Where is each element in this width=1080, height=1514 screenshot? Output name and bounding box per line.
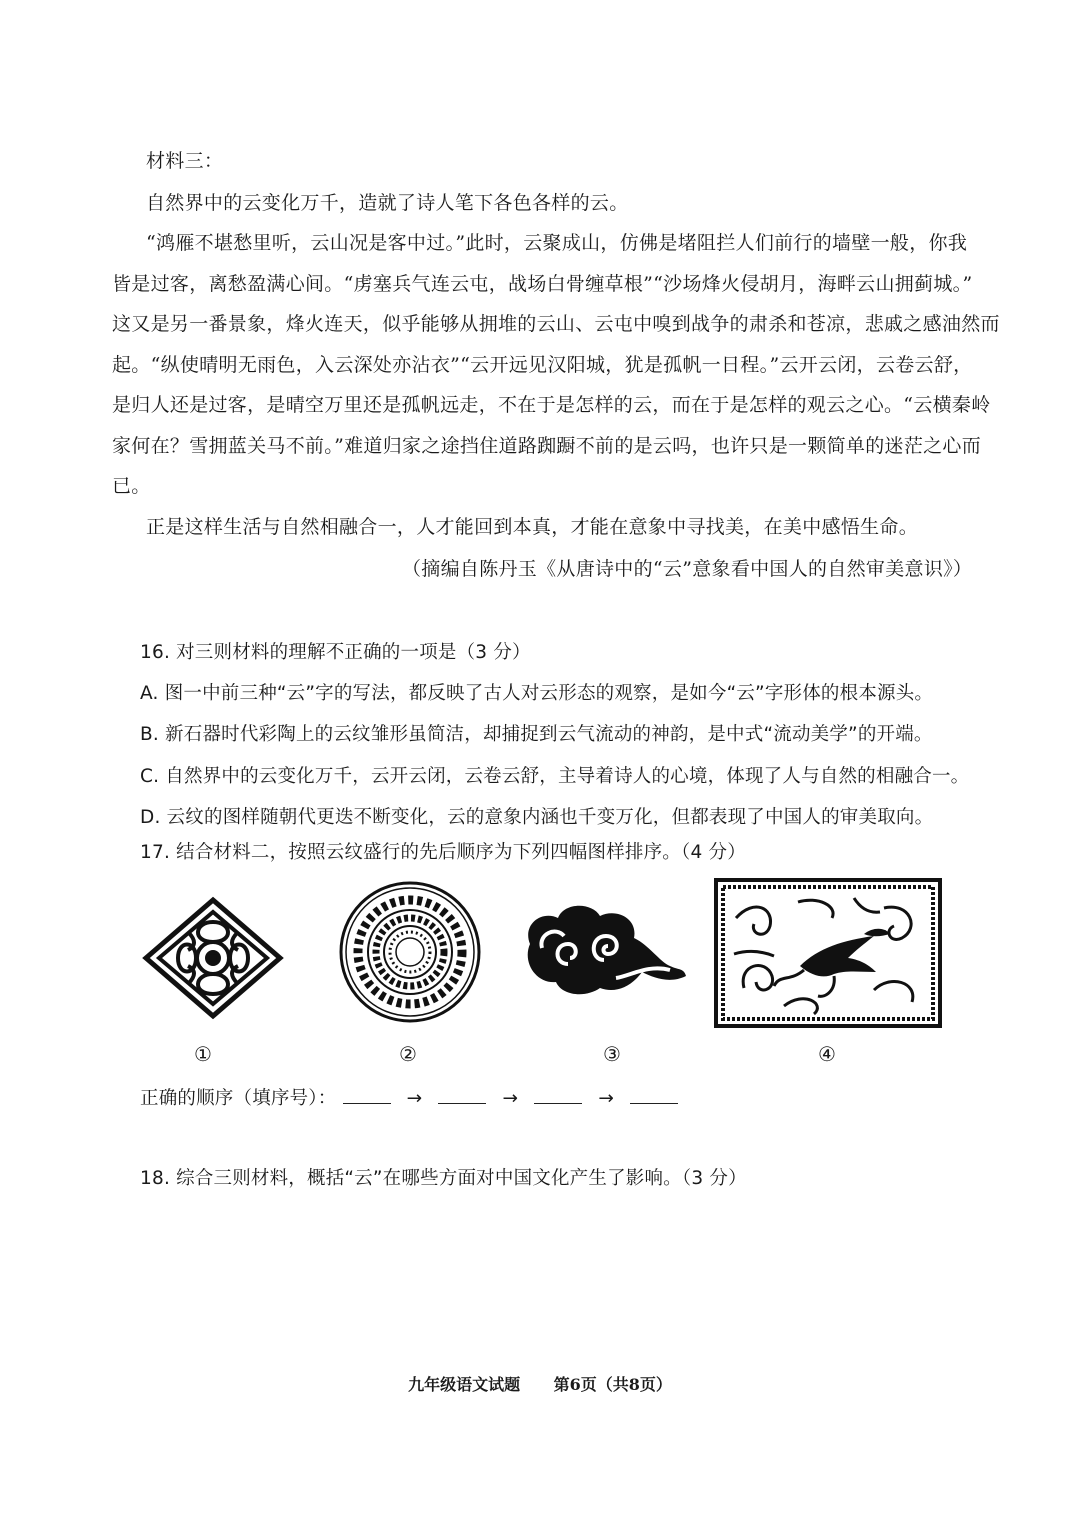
pattern-label-4: ④	[818, 1042, 836, 1066]
answer-blank-1[interactable]	[343, 1085, 391, 1104]
q17-answer-row	[140, 1085, 980, 1112]
answer-blank-3[interactable]	[534, 1085, 582, 1104]
material3-paragraph-3: 正是这样生活与自然相融合一，人才能回到本真，才能在意象中寻找美，在美中感悟生命。	[146, 516, 919, 538]
pattern-label-3: ③	[603, 1042, 621, 1066]
footer-page-number: 第6页（共8页）	[553, 1375, 672, 1394]
material3-heading: 材料三：	[146, 150, 224, 172]
cloud-pattern-1-icon	[142, 896, 284, 1020]
q16-option-b: B. 新石器时代彩陶上的云纹雏形虽简洁，却捕捉到云气流动的神韵，是中式“流动美学”的开端。	[140, 724, 933, 745]
material3-p2-line: “鸿雁不堪愁里听，云山况是客中过。”此时，云聚成山，仿佛是堵阻拦人们前行的墙壁一般，你我	[146, 232, 968, 254]
answer-blank-4[interactable]	[630, 1085, 678, 1104]
cloud-pattern-4-icon	[714, 878, 942, 1028]
page-footer	[0, 1372, 1080, 1395]
arrow-icon: →	[502, 1088, 519, 1109]
answer-blank-2[interactable]	[438, 1085, 486, 1104]
material3-paragraph-1: 自然界中的云变化万千，造就了诗人笔下各色各样的云。	[146, 192, 629, 214]
q17-answer-prefix: 正确的顺序（填序号）：	[140, 1088, 337, 1109]
pattern-label-2: ②	[399, 1042, 417, 1066]
material3-p2-line: 这又是另一番景象，烽火连天，似乎能够从拥堆的云山、云屯中嗅到战争的肃杀和苍凉，悲戚之感油然而	[112, 313, 1000, 335]
arrow-icon: →	[598, 1088, 615, 1109]
material3-p2-line: 家何在？雪拥蓝关马不前。”难道归家之途挡住道路踟蹰不前的是云吗，也许只是一颗简单的迷茫之心而	[112, 435, 982, 457]
material3-p2-line: 起。“纵使晴明无雨色，入云深处亦沾衣”“云开远见汉阳城，犹是孤帆一日程。”云开云闭，云卷云舒，	[112, 354, 973, 376]
footer-subject: 九年级语文试题	[408, 1375, 521, 1394]
q16-option-c: C. 自然界中的云变化万千，云开云闭，云卷云舒，主导着诗人的心境，体现了人与自然的相融合一。	[140, 766, 970, 787]
material3-p2-line: 是归人还是过客，是晴空万里还是孤帆远走，不在于是怎样的云，而在于是怎样的观云之心。“云横秦岭	[112, 394, 991, 416]
material3-source: （摘编自陈丹玉《从唐诗中的“云”意象看中国人的自然审美意识》）	[402, 558, 973, 580]
cloud-pattern-2-icon	[338, 880, 482, 1024]
cloud-pattern-3-icon	[520, 904, 688, 1004]
q18-stem: 18. 综合三则材料，概括“云”在哪些方面对中国文化产生了影响。（3 分）	[140, 1168, 747, 1189]
q17-stem: 17. 结合材料二，按照云纹盛行的先后顺序为下列四幅图样排序。（4 分）	[140, 842, 746, 863]
q16-option-d: D. 云纹的图样随朝代更迭不断变化，云的意象内涵也千变万化，但都表现了中国人的审美取向。	[140, 807, 934, 828]
material3-p2-line: 已。	[112, 475, 151, 497]
arrow-icon: →	[406, 1088, 423, 1109]
q16-stem: 16. 对三则材料的理解不正确的一项是（3 分）	[140, 642, 531, 663]
q16-option-a: A. 图一中前三种“云”字的写法，都反映了古人对云形态的观察，是如今“云”字形体的根本源头。	[140, 683, 934, 704]
material3-p2-line: 皆是过客，离愁盈满心间。“虏塞兵气连云屯，战场白骨缠草根”“沙场烽火侵胡月，海畔云山拥蓟城。”	[112, 273, 973, 295]
pattern-label-1: ①	[194, 1042, 212, 1066]
